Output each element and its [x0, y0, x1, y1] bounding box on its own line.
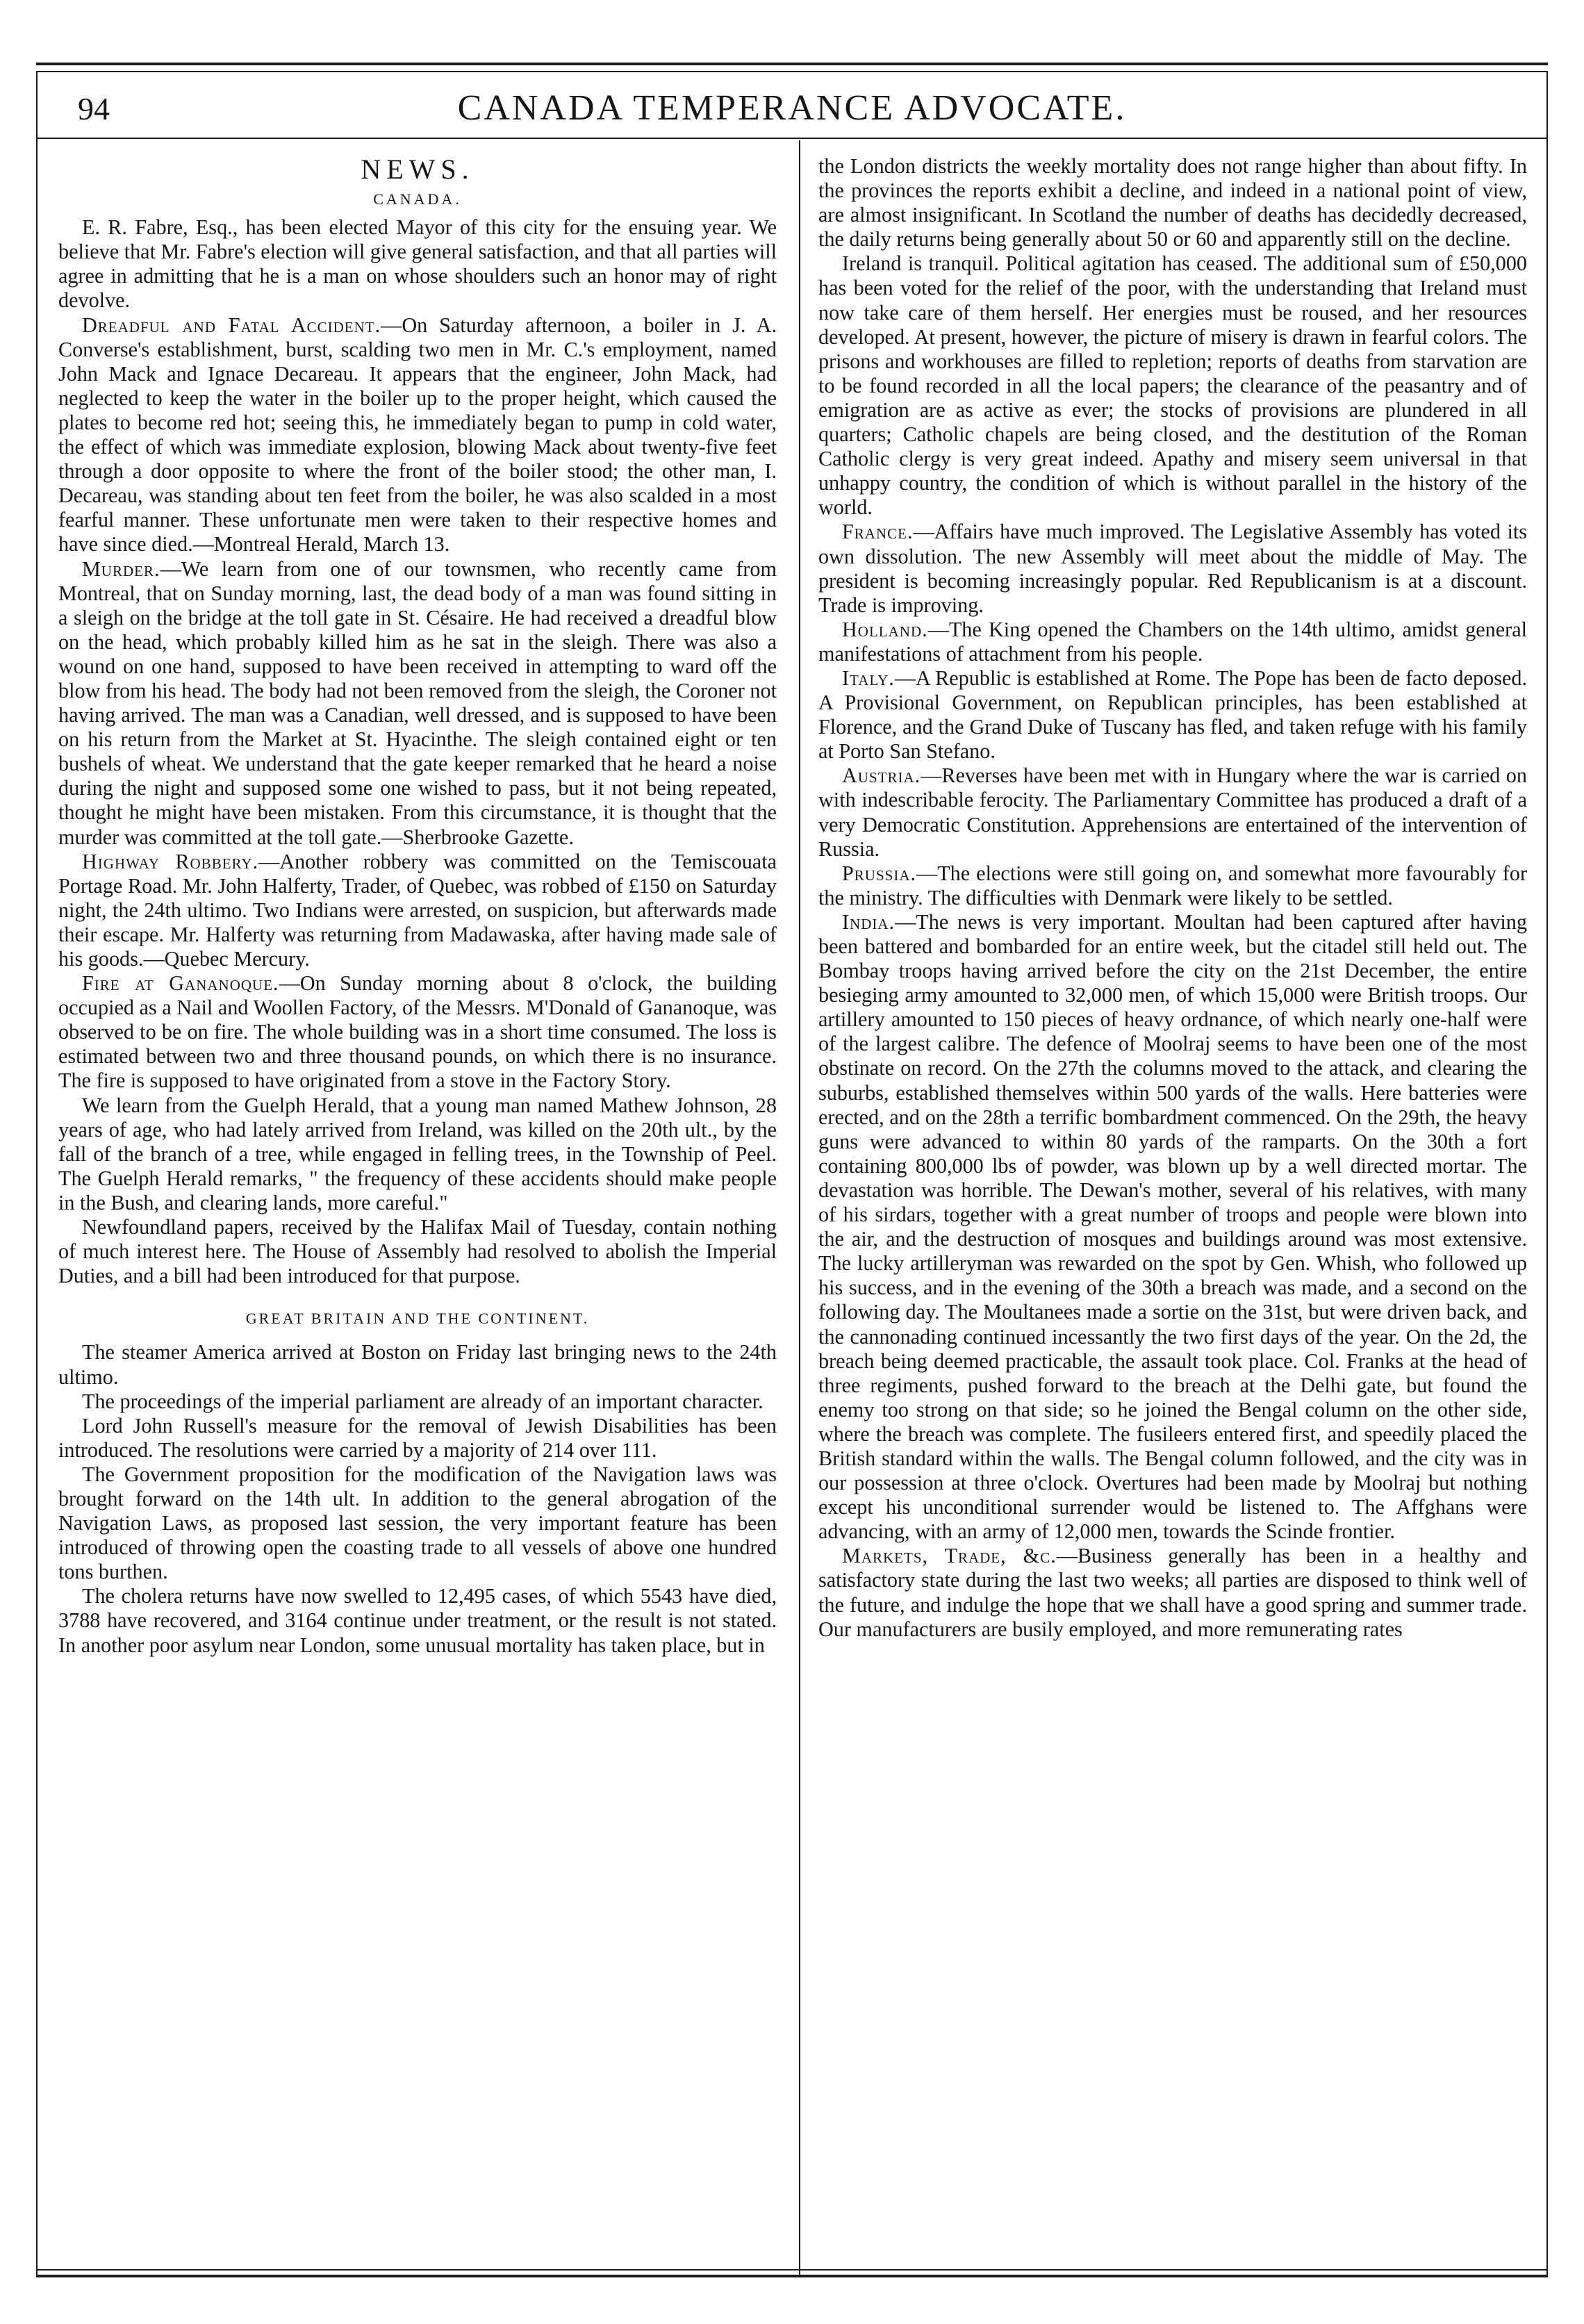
article-italy [818, 666, 1527, 764]
article-body: —A Republic is established at Rome. The Pope has been de facto deposed. A Provisional Government, on Republican principles, has been established at Florence, and the Grand Duke of Tuscany has fled, and taken refuge with his family at Porto San Stefano. [818, 666, 1527, 764]
article-jewish-disabilities: Lord John Russell's measure for the removal of Jewish Disabilities has been introduced. The resolutions were carried by a majority of 214 over 111. [58, 1413, 777, 1462]
left-column [58, 154, 777, 1658]
article-body: —The elections were still going on, and somewhat more favourably for the ministry. The difficulties with Denmark were likely to be settled. [818, 861, 1527, 909]
article-markets-trade [818, 1544, 1527, 1641]
article-navigation-laws: The Government proposition for the modification of the Navigation laws was brought forward on the 14th ult. In addition to the general abrogation of the Navigation Laws, as proposed last session, the very important feature has been introduced of throwing open the coasting trade to all vessels of above one hundred tons burthen. [58, 1462, 777, 1584]
section-heading-news: NEWS. [361, 154, 475, 185]
article-boiler-accident [58, 313, 777, 557]
article-highway-robbery [58, 850, 777, 971]
article-body: —We learn from one of our townsmen, who recently came from Montreal, that on Sunday morning, last, the dead body of a man was found sitting in a sleigh on the bridge at the toll gate in St. Césaire. He had received a dreadful blow on the head, which probably killed him as he sat in the sleigh. There was also a wound on one hand, supposed to have been received in attempting to ward off the blow from his head. The body had not been removed from the sleigh, the Coroner not having arrived. The man was a Canadian, well dressed, and is supposed to have been on his return from the Market at St. Hyacinthe. The sleigh contained eight or ten bushels of wheat. We understand that the gate keeper remarked that he heard a noise during the night and supposed some one wished to pass, but it not being repeated, thought he might have been mistaken. From this circumstance, it is thought that the murder was committed at the toll gate.—Sherbrooke Gazette. [58, 557, 777, 849]
article-body: —The King opened the Chambers on the 14th ultimo, amidst general manifestations of attachment from his people. [818, 617, 1527, 666]
article-steamer: The steamer America arrived at Boston on Friday last bringing news to the 24th ultimo. [58, 1340, 777, 1389]
bottom-rule-thin [36, 2269, 1548, 2271]
article-body: —On Saturday afternoon, a boiler in J. A. Converse's establishment, burst, scalding two men in Mr. C.'s employment, named John Mack and Ignace Decareau. It appears that the engineer, John Mack, had neglected to keep the water in the boiler up to the proper height, which caused the plates to become red hot; seeing this, he immediately began to pump in cold water, the effect of which was immediate explosion, blowing Mack about twenty-five feet through a door opposite to where the front of the boiler stood; the other man, I. Decareau, was standing about ten feet from the boiler, he was also scalded in a most fearful manner. These unfortunate men were taken to their respective homes and have since died.—Montreal Herald, March 13. [58, 313, 777, 557]
article-lead: Markets, Trade, &c. [842, 1544, 1057, 1568]
right-border [1546, 72, 1548, 2276]
article-body: —Another robbery was committed on the Temiscouata Portage Road. Mr. John Halferty, Trader, of Quebec, was robbed of £150 on Saturday night, the 24th ultimo. Two Indians were arrested, on suspicion, but afterwards made their escape. Mr. Halferty was returning from Madawaska, after having made sale of his goods.—Quebec Mercury. [58, 849, 777, 971]
article-body: —Reverses have been met with in Hungary where the war is carried on with indescribable ferocity. The Parliamentary Committee has produced a draft of a very Democratic Constitution. Apprehensions are entertained of the intervention of Russia. [818, 764, 1527, 861]
article-lead: Holland. [842, 617, 928, 641]
article-india [818, 910, 1527, 1544]
article-body: —Affairs have much improved. The Legislative Assembly has voted its own dissolution. The new Assembly will meet about the middle of May. The president is becoming increasingly popular. Red Republicanism is at a discount. Trade is improving. [818, 520, 1527, 617]
article-mayor: E. R. Fabre, Esq., has been elected Mayor of this city for the ensuing year. We believe that Mr. Fabre's election will give general satisfaction, and that all parties will agree in admitting that he is a man on whose shoulders such an honor may of right devolve. [58, 215, 777, 313]
article-murder [58, 557, 777, 850]
article-cholera-continued: the London districts the weekly mortality does not range higher than about fifty. In the provinces the reports exhibit a decline, and indeed in a national point of view, are almost insignificant. In Scotland the number of deaths has decidedly decreased, the daily returns being generally about 50 or 60 and apparently still on the decline. [818, 154, 1527, 252]
article-body: —Business generally has been in a healthy and satisfactory state during the last two weeks; all parties are disposed to think well of the future, and indulge the hope that we shall have a good spring and summer trade. Our manufacturers are busily employed, and more remunerating rates [818, 1544, 1528, 1641]
article-fire-gananoque [58, 971, 777, 1093]
top-rule-thin [36, 71, 1548, 72]
article-lead: Murder. [82, 557, 160, 581]
article-cholera: The cholera returns have now swelled to 12,495 cases, of which 5543 have died, 3788 have recovered, and 3164 continue under treatment, or the result is not stated. In another poor asylum near London, some unusual mortality has taken place, but in [58, 1584, 777, 1657]
article-lead: Fire at Gananoque. [82, 971, 279, 996]
article-prussia [818, 862, 1527, 910]
subheading-great-britain: GREAT BRITAIN AND THE CONTINENT. [245, 1310, 590, 1328]
page-number: 94 [78, 91, 110, 126]
article-lead: India. [842, 909, 896, 934]
article-body: —The news is very important. Moultan had been captured after having been battered and bombarded for an entire week, but the citadel still held out. The Bombay troops having arrived before the city on the 21st December, the entire besieging army amounted to 32,000 men, of which 15,000 were British troops. Our artillery amounted to 150 pieces of heavy ordnance, of which nearly one-half were of the largest calibre. The defence of Moolraj seems to have been one of the most obstinate on record. On the 27th the columns moved to the attack, and clearing the suburbs, established themselves within 500 yards of the walls. Here batteries were erected, and on the 28th a terrific bombardment commenced. On the 29th, the heavy guns were advanced to within 80 yards of the ramparts. On the 30th a fort containing 800,000 lbs of powder, was blown up by a well directed mortar. The devastation was horrible. The Dewan's mother, several of his relatives, with many of his sirdars, together with a great number of troops and people were blown into the air, and the destruction of mosques and buildings around was most extensive. The lucky artilleryman was rewarded on the spot by Gen. Whish, who followed up his success, and in the evening of the 30th a breach was made, and a second on the following day. The Moultanees made a sortie on the 31st, but were driven back, and the cannonading continued incessantly the two first days of the year. On the 2d, the breach being deemed practicable, the assault took place. Col. Franks at the head of three regiments, pushed forward to the breach at the Delhi gate, but found the enemy too strong on that side; so he joined the Bengal column on the other side, where the breach was complete. The fusileers entered first, and speedily placed the British standard within the walls. The Bengal column followed, and the city was in our possession at three o'clock. Overtures had been made by Moolraj but nothing except his unconditional surrender would be listened to. The Affghans were advancing, with an army of 12,000 men, towards the Scinde frontier. [818, 909, 1527, 1544]
article-parliament: The proceedings of the imperial parliament are already of an important character. [82, 1389, 764, 1413]
top-rule-thick [36, 63, 1548, 65]
page-frame [36, 21, 1548, 2301]
article-lead: Dreadful and Fatal Accident. [82, 313, 381, 337]
article-austria [818, 764, 1527, 861]
article-holland [818, 618, 1527, 666]
article-newfoundland: Newfoundland papers, received by the Halifax Mail of Tuesday, contain nothing of much interest here. The House of Assembly had resolved to abolish the Imperial Duties, and a bill had been introduced for that purpose. [58, 1215, 777, 1288]
subheading-canada: CANADA. [373, 190, 462, 208]
bottom-rule-thick [36, 2275, 1548, 2277]
article-lead: France. [842, 520, 914, 544]
article-guelph: We learn from the Guelph Herald, that a young man named Mathew Johnson, 28 years of age, who had lately arrived from Ireland, was killed on the 20th ult., by the fall of the branch of a tree, while engaged in felling trees, in the Township of Peel. The Guelph Herald remarks, " the frequency of these accidents should make people in the Bush, and clearing lands, more careful." [58, 1093, 777, 1214]
article-lead: Austria. [842, 764, 921, 788]
article-body: —On Sunday morning about 8 o'clock, the building occupied as a Nail and Woollen Factory, of the Messrs. M'Donald of Gananoque, was observed to be on fire. The whole building was in a short time consumed. The loss is estimated between two and three thousand pounds, on which there is no insurance. The fire is supposed to have originated from a stove in the Factory Story. [58, 971, 777, 1093]
header-rule [36, 138, 1548, 139]
running-title: CANADA TEMPERANCE ADVOCATE. [457, 88, 1127, 128]
article-lead: Highway Robbery. [82, 849, 259, 873]
article-lead: Prussia. [842, 861, 917, 885]
article-france [818, 520, 1527, 617]
article-lead: Italy. [842, 666, 895, 690]
left-border [36, 72, 38, 2276]
article-ireland: Ireland is tranquil. Political agitation has ceased. The additional sum of £50,000 has been voted for the relief of the poor, with the understanding that Ireland must now take care of them herself. Her energies must be roused, and her resources developed. At present, however, the picture of misery is drawn in fearful colors. The prisons and workhouses are filled to repletion; reports of deaths from starvation are to be found recorded in all the local papers; the clearance of the peasantry and of emigration are as active as ever; the stocks of provisions are plundered in all quarters; Catholic chapels are being closed, and the destitution of the Roman Catholic clergy is very great indeed. Apathy and misery seem universal in that unhappy country, the condition of which is without parallel in the history of the world. [818, 252, 1527, 520]
column-divider [799, 140, 800, 2276]
right-column [818, 154, 1527, 1642]
